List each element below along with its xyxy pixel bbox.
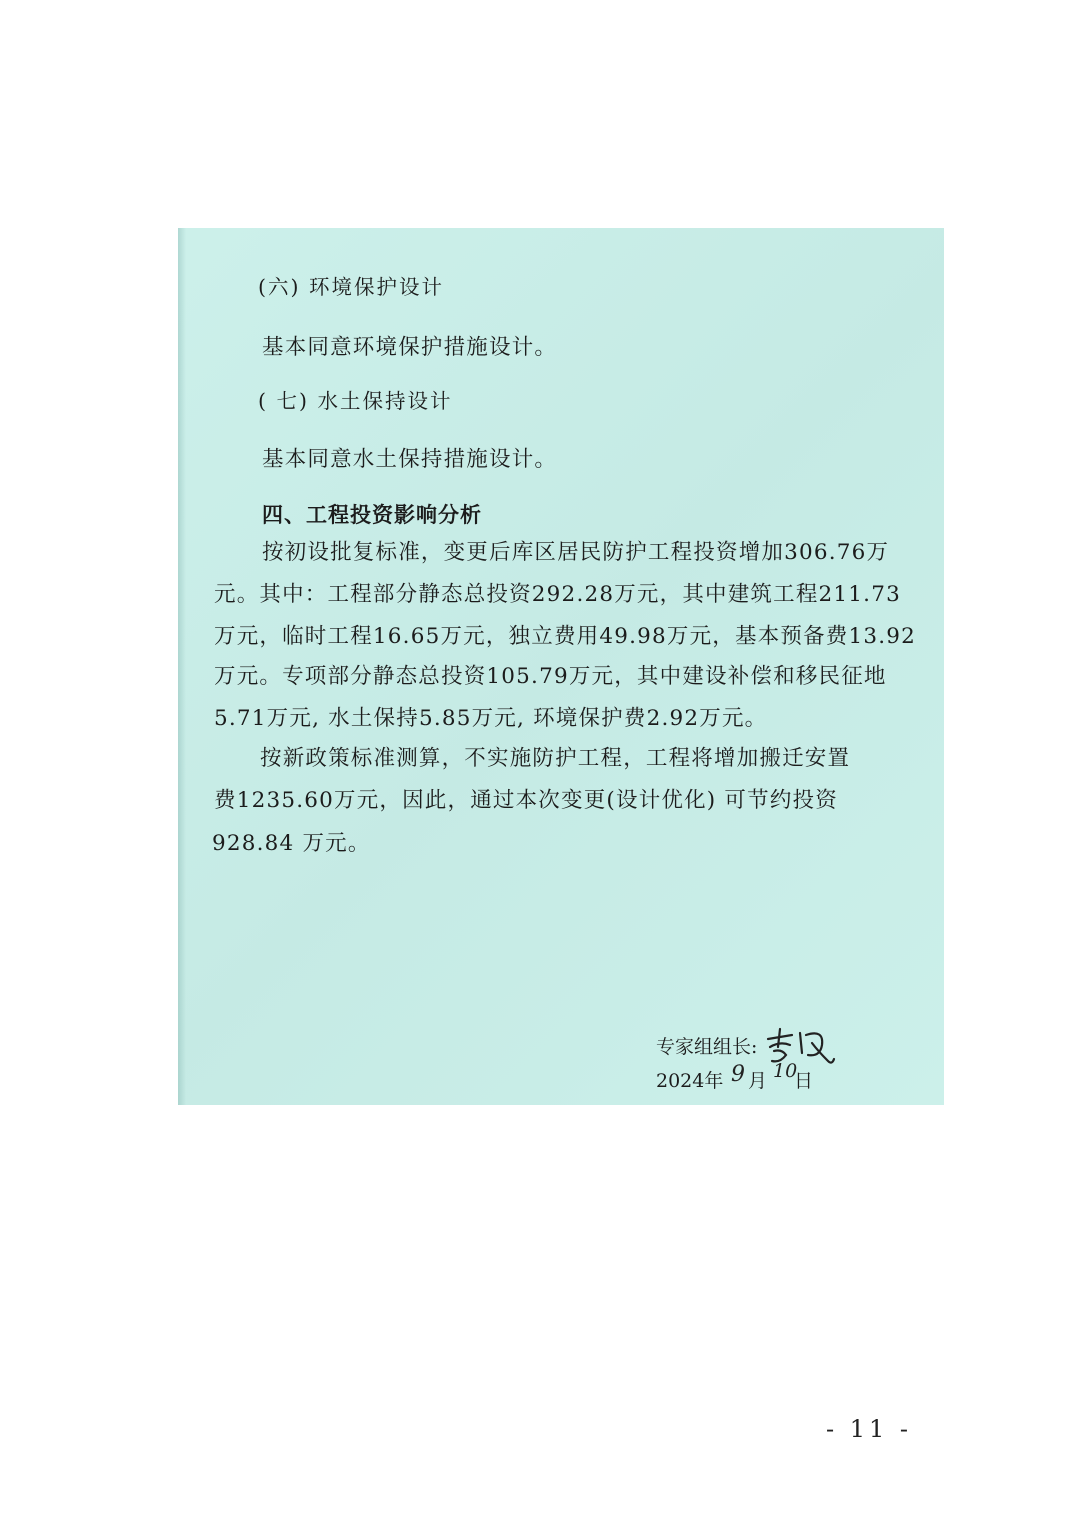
section-seven-title: ( 七) 水土保持设计 (258, 389, 453, 413)
page-number: - 11 - (825, 1415, 912, 1443)
section-six-title: (六) 环境保护设计 (258, 275, 445, 299)
para1-line-1: 按初设批复标准，变更后库区居民防护工程投资增加306.76万 (262, 540, 890, 565)
section-four-heading: 四、工程投资影响分析 (262, 503, 482, 527)
date-month-handwritten: 9 (731, 1062, 745, 1087)
signature-label: 专家组组长: (656, 1036, 758, 1058)
date-day-suffix: 日 (794, 1070, 814, 1092)
para1-line-5: 5.71万元, 水土保持5.85万元, 环境保护费2.92万元。 (214, 706, 768, 731)
para2-line-3: 928.84 万元。 (212, 831, 371, 856)
date-year: 2024年 (656, 1070, 724, 1092)
para2-line-2: 费1235.60万元，因此，通过本次变更(设计优化) 可节约投资 (214, 788, 838, 813)
date-day-handwritten: 10 (773, 1060, 798, 1082)
para1-line-2: 元。其中：工程部分静态总投资292.28万元，其中建筑工程211.73 (214, 582, 901, 607)
para2-line-1: 按新政策标准测算，不实施防护工程，工程将增加搬迁安置 (260, 746, 851, 771)
para1-line-4: 万元。专项部分静态总投资105.79万元，其中建设补偿和移民征地 (214, 664, 887, 689)
para1-line-3: 万元，临时工程16.65万元，独立费用49.98万元，基本预备费13.92 (214, 624, 917, 649)
sheet-shadow (178, 228, 186, 1105)
section-six-body: 基本同意环境保护措施设计。 (262, 335, 558, 360)
date-month-suffix: 月 (748, 1070, 768, 1092)
section-seven-body: 基本同意水土保持措施设计。 (262, 447, 558, 472)
